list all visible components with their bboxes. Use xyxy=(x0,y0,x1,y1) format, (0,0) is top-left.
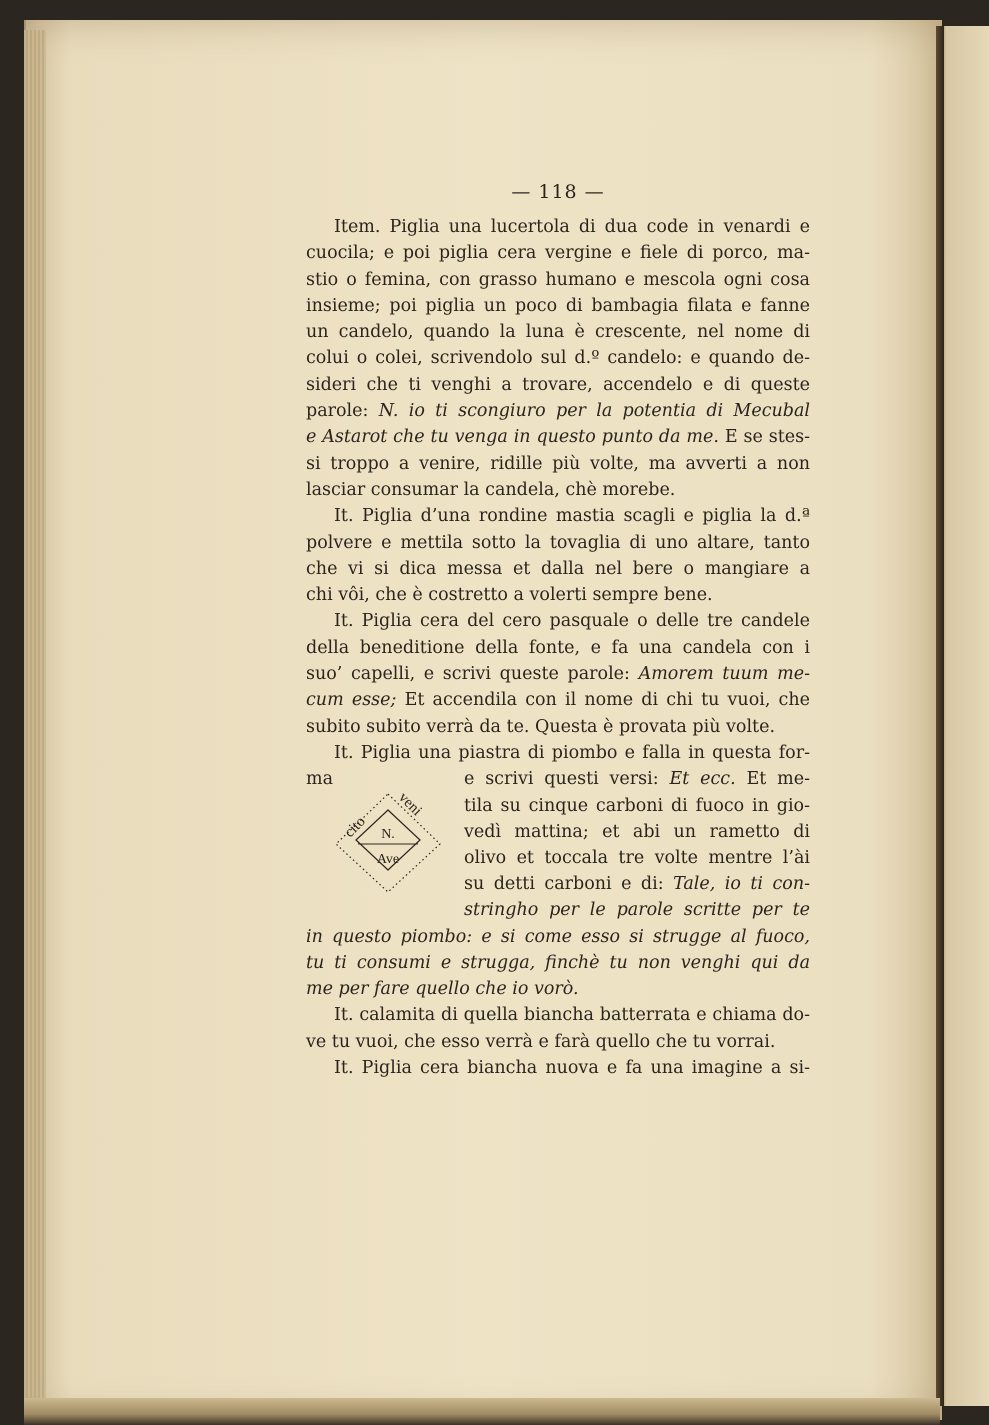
line-italic: stringho per le parole scritte per te xyxy=(464,900,810,921)
line-roman: E se stes- xyxy=(718,427,810,448)
text-line xyxy=(306,687,810,713)
line-italic: N. io ti scongiuro per la potentia di Mecubal xyxy=(378,401,811,422)
text-line xyxy=(306,661,810,687)
text-line: insieme; poi piglia un poco di bambagia filata e fanne xyxy=(306,295,810,316)
seal-bottom-word: Ave xyxy=(376,852,400,868)
text-line: It. Piglia una piastra di piombo e falla in questa for- xyxy=(334,742,810,763)
line-roman: parole: xyxy=(306,401,379,422)
text-line xyxy=(306,924,810,950)
text-line xyxy=(306,424,810,450)
paragraph-1 xyxy=(306,214,810,503)
page-stack-edge xyxy=(24,30,46,1415)
text-line: vedì mattina; et abi un rametto di xyxy=(464,821,810,842)
line-italic: Amorem tuum me- xyxy=(638,664,810,685)
page-text xyxy=(306,178,810,1081)
text-line: che vi si dica messa et dalla nel bere o mangiare a xyxy=(306,558,810,579)
text-line: ve tu vuoi, che esso verrà e farà quello che tu vorrai. xyxy=(306,1031,776,1052)
text-line xyxy=(306,950,810,976)
page-bottom-edge xyxy=(24,1398,940,1425)
text-line: It. Piglia d’una rondine mastia scagli e piglia la d.ª xyxy=(334,506,810,527)
line-italic: Tale, io ti con- xyxy=(673,874,811,895)
text-line: chi vôi, che è costretto a volerti sempre bene. xyxy=(306,585,713,606)
text-line: cuocila; e poi piglia cera vergine e fiele di porco, ma- xyxy=(306,243,810,264)
text-line: stio o femina, con grasso humano e mescola ogni cosa xyxy=(306,269,810,290)
line-roman: Et accendila con il nome di chi tu vuoi, che xyxy=(396,690,810,711)
seal-left-word: cito xyxy=(341,813,369,842)
book-binding xyxy=(936,26,944,1406)
line-roman: su detti carboni e di: xyxy=(464,874,674,895)
line-roman: suo’ capelli, e scrivi queste parole: xyxy=(306,664,639,685)
line-italic: e Astarot che tu venga in questo punto da me. xyxy=(306,427,719,448)
paragraph-5 xyxy=(306,1002,810,1055)
text-line: It. Piglia cera biancha nuova e fa una imagine a si- xyxy=(334,1058,810,1079)
text-line xyxy=(306,398,810,424)
line-italic: me per fare quello che io vorò. xyxy=(306,979,579,1000)
paragraph-6 xyxy=(306,1055,810,1081)
text-line: It. calamita di quella biancha batterrata e chiama do- xyxy=(334,1005,810,1026)
facing-page-edge xyxy=(940,26,989,1406)
text-line: lasciar consumar la candela, chè morebe. xyxy=(306,479,676,500)
line-roman: Et me- xyxy=(735,769,810,790)
text-line xyxy=(306,897,810,923)
text-line: colui o colei, scrivendolo sul d.º candelo: e quando de- xyxy=(306,348,810,369)
text-line: olivo et toccala tre volte mentre l’ài xyxy=(464,848,810,869)
text-line: polvere e mettila sotto la tovaglia di uno altare, tanto xyxy=(306,532,810,553)
seal-right-word: veni xyxy=(395,789,425,820)
seal-top-letter: N. xyxy=(381,827,395,843)
text-line: si troppo a venire, ridille più volte, ma avverti a non xyxy=(306,453,810,474)
paragraph-3 xyxy=(306,608,810,739)
line-italic: in questo piombo: e si come esso si strugge al fuoco, xyxy=(306,926,810,947)
outer-dotted-diamond xyxy=(336,794,440,892)
diamond-seal-drawing xyxy=(328,788,448,896)
text-line xyxy=(464,766,810,792)
figure-side-text xyxy=(464,766,810,897)
text-line xyxy=(464,871,810,897)
text-line: ma xyxy=(306,769,334,790)
paragraph-2 xyxy=(306,503,810,608)
paragraph-4 xyxy=(306,740,810,1002)
line-roman: e scrivi questi versi: xyxy=(464,769,670,790)
text-line xyxy=(306,976,810,1002)
figure-row xyxy=(306,766,810,897)
line-italic: tu ti consumi e strugga, finchè tu non venghi qui da xyxy=(306,952,810,973)
text-line: tila su cinque carboni di fuoco in gio- xyxy=(464,795,810,816)
text-line: sideri che ti venghi a trovare, accendelo e di queste xyxy=(306,374,810,395)
magic-square-figure xyxy=(328,788,448,896)
text-line: subito subito verrà da te. Questa è provata più volte. xyxy=(306,716,776,737)
text-line: della beneditione della fonte, e fa una candela con i xyxy=(306,637,810,658)
line-italic: Et ecc. xyxy=(669,769,736,790)
text-line: Item. Piglia una lucertola di dua code in venardi e xyxy=(334,217,810,237)
text-line: un candelo, quando la luna è crescente, nel nome di xyxy=(306,322,810,343)
text-line: It. Piglia cera del cero pasquale o delle tre candele xyxy=(334,611,810,632)
page-number: — 118 — xyxy=(511,181,605,203)
line-italic: cum esse; xyxy=(306,690,397,711)
